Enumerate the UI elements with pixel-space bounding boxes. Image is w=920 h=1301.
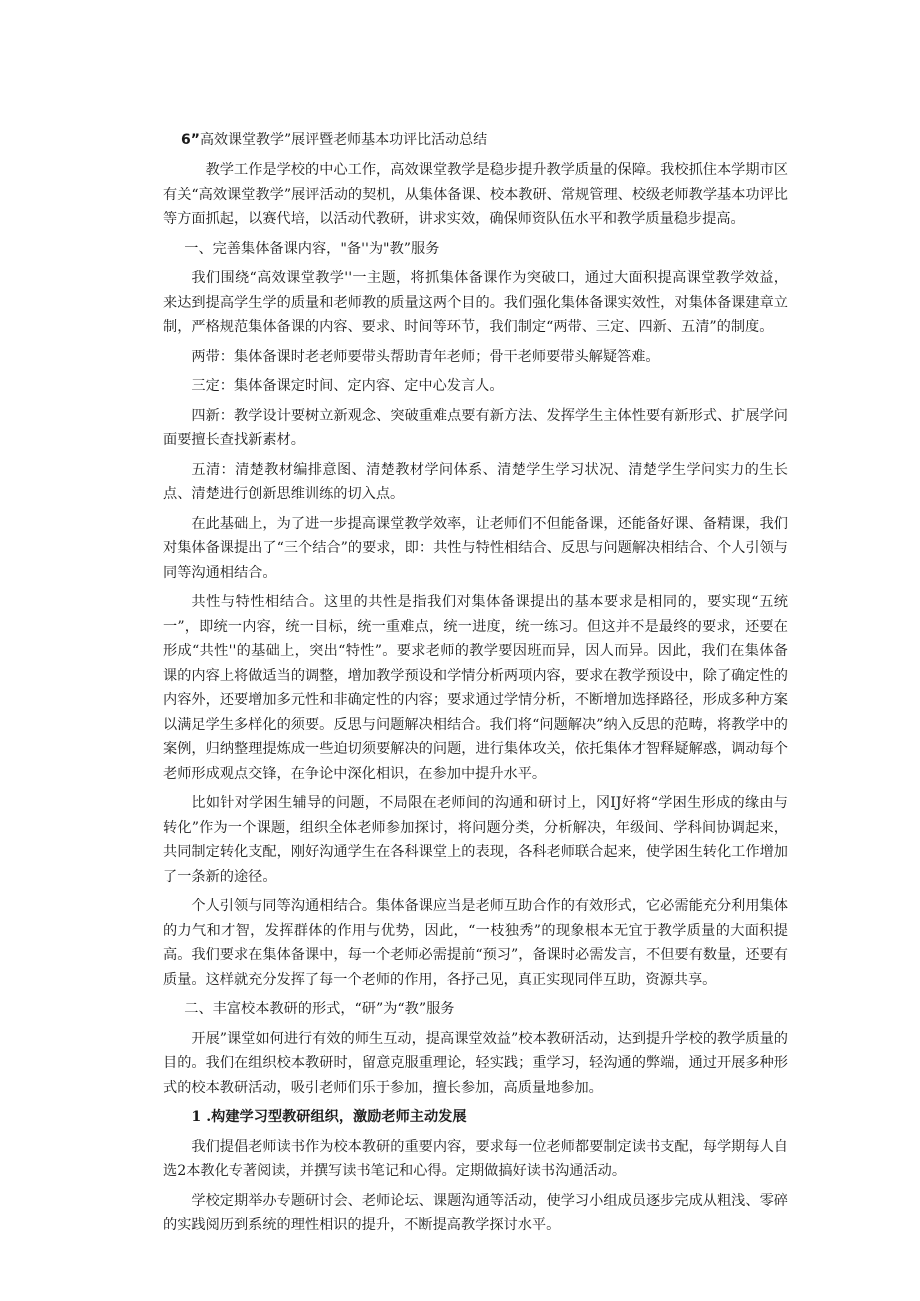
paragraph: 五清：清楚教材编排意图、清楚教材学问体系、清楚学生学习状况、清楚学生学问实力的生长点、清楚进行创新思维训练的切入点。 <box>163 461 788 502</box>
paragraph: 共性与特性相结合。这里的共性是指我们对集体备课提出的基本要求是相同的，要实现“五统一”，即统一内容，统一目标，统一重难点，统一进度，统一练习。但这并不是最终的要求，还要在形成“共性''的基础上，突出“特性”。要求老师的教学要因班而异，因人而异。因此，我们在集体备课的内容上将做适当的调整，增加教学预设和学情分析两项内容，要求在教学预设中，除了确定性的内容外，还要增加多元性和非确定性的内容；要求通过学情分析，不断增加选择路径，形成多种方案以满足学生多样化的须要。反思与问题解决相结合。我们将“问题解决”纳入反思的范畴，将教学中的案例，归纳整理提炼成一些迫切须要解决的问题，进行集体攻关，依托集体才智释疑解惑，调动每个老师形成观点交锋，在争论中深化相识，在参加中提升水平。 <box>163 594 788 782</box>
paragraph: 个人引领与同等沟通相结合。集体备课应当是老师互助合作的有效形式，它必需能充分利用集体的力气和才智，发挥群体的作用与优势，因此，“一枝独秀”的现象根本无宜于教学质量的大面积提高。我们要求在集体备课中，每一个老师必需提前“预习”，备课时必需发言，不但要有数量，还要有质量。这样就充分发挥了每一个老师的作用，各抒己见，真正实现同伴互助，资源共享。 <box>163 898 788 988</box>
subsection-heading: 1 .构建学习型教研组织，激励老师主动发展 <box>191 1109 467 1125</box>
paragraph: 在此基础上，为了进一步提高课堂教学效率，让老师们不但能备课，还能备好课、备精课，我们对集体备课提出了“三个结合”的要求，即：共性与特性相结合、反思与问题解决相结合、个人引领与同等沟通相结合。 <box>163 515 788 581</box>
section-heading-1: 一、完善集体备课内容，"备''为"教”服务 <box>184 240 440 257</box>
document-page <box>163 130 788 1243</box>
paragraph: 我们提倡老师读书作为校本教研的重要内容，要求每一位老师都要制定读书支配，每学期每人自选2本教化专著阅读，并撰写读书笔记和心得。定期做搞好读书沟通活动。 <box>163 1138 788 1179</box>
paragraph: 比如针对学困生辅导的问题，不局限在老师间的沟通和研讨上，冈IJ好将“学困生形成的缘由与转化”作为一个课题，组织全体老师参加探讨，将问题分类，分析解决，年级间、学科间协调起来，共同制定转化支配，刚好沟通学生在各科课堂上的表现，各科老师联合起来，使学困生转化工作增加了一条新的途径。 <box>163 795 788 885</box>
title-prefix: 6” <box>181 132 200 148</box>
paragraph: 开展”课堂如何进行有效的师生互动，提高课堂效益”校本教研活动，达到提升学校的教学质量的目的。我们在组织校本教研时，留意克服重理论，轻实践；重学习，轻沟通的弊端，通过开展多种形式的校本教研活动，吸引老师们乐于参加，擅长参加，高质量地参加。 <box>163 1030 788 1096</box>
paragraph: 学校定期举办专题研讨会、老师论坛、课题沟通等活动，使学习小组成员逐步完成从粗浅、零碎的实践阅历到系统的理性相识的提升，不断提高教学探讨水平。 <box>163 1192 788 1233</box>
section-heading-2: 二、丰富校本教研的形式，“研”为“教”服务 <box>184 1001 455 1017</box>
paragraph: 我们围绕“高效课堂教学''一主题，将抓集体备课作为突破口，通过大面积提高课堂教学效益，来达到提高学生学的质量和老师教的质量这两个目的。我们强化集体备课实效性，对集体备课建章立制，严格规范集体备课的内容、要求、时间等环节，我们制定“两带、三定、四新、五清”的制度。 <box>163 270 788 335</box>
paragraph: 三定：集体备课定时间、定内容、定中心发言人。 <box>191 378 504 394</box>
paragraph: 四新：教学设计要树立新观念、突破重难点要有新方法、发挥学生主体性要有新形式、扩展学问面要擅长查找新素材。 <box>163 407 788 448</box>
document-title <box>181 130 788 150</box>
intro-paragraph: 教学工作是学校的中心工作，高效课堂教学是稳步提升教学质量的保障。我校抓住本学期市区有关“高效课堂教学”展评活动的契机，从集体备课、校本教研、常规管理、校级老师教学基本功评比等方面抓起，以赛代培，以活动代教研，讲求实效，确保师资队伍水平和教学质量稳步提高。 <box>163 162 788 227</box>
title-text: 高效课堂教学”展评暨老师基本功评比活动总结 <box>199 132 488 148</box>
paragraph: 两带：集体备课时老老师要带头帮助青年老师；骨干老师要带头解疑答难。 <box>191 348 660 365</box>
